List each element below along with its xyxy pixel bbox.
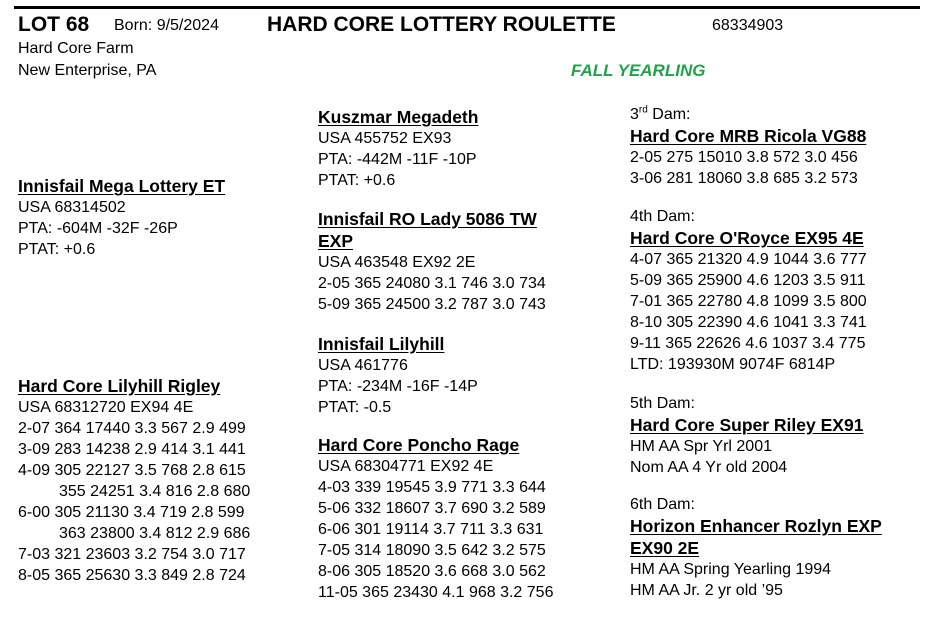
- sixth-dam-award: HM AA Jr. 2 yr old ’95: [630, 582, 783, 599]
- dam-record: 8-05 365 25630 3.3 849 2.8 724: [18, 567, 246, 584]
- lot-number: LOT 68: [18, 13, 90, 36]
- dam-name: Hard Core Lilyhill Rigley: [18, 376, 221, 396]
- dam-dam-record: 7-05 314 18090 3.5 642 3.2 575: [318, 542, 546, 559]
- dam-record: 355 24251 3.4 816 2.8 680: [59, 483, 251, 500]
- dam-record: 3-09 283 14238 2.9 414 3.1 441: [18, 441, 246, 458]
- sire-sire-reg: USA 455752 EX93: [318, 130, 452, 147]
- sire-reg: USA 68314502: [18, 199, 126, 216]
- sire-block: [18, 175, 225, 260]
- farm-location: New Enterprise, PA: [18, 62, 157, 79]
- sixth-dam-block: [630, 495, 882, 601]
- fifth-dam-block: [630, 394, 863, 478]
- sixth-dam-award: HM AA Spring Yearling 1994: [630, 561, 832, 578]
- dam-dam-record: 6-06 301 19114 3.7 711 3.3 631: [318, 521, 544, 538]
- dam-dam-record: 4-03 339 19545 3.9 771 3.3 644: [318, 479, 546, 496]
- birth-date: Born: 9/5/2024: [114, 17, 219, 34]
- fourth-dam-record: 5-09 365 25900 4.6 1203 3.5 911: [630, 272, 866, 289]
- sire-sire-block: [318, 106, 478, 191]
- dam-block: [18, 375, 250, 586]
- third-dam-record: 2-05 275 15010 3.8 572 3.0 456: [630, 149, 858, 166]
- sire-dam-record: 5-09 365 24500 3.2 787 3.0 743: [318, 296, 546, 313]
- dam-dam-record: 5-06 332 18607 3.7 690 3.2 589: [318, 500, 546, 517]
- dam-sire-pta: PTA: -234M -16F -14P: [318, 378, 478, 395]
- sire-dam-name: Innisfail RO Lady 5086 TW: [318, 209, 537, 229]
- sixth-dam-name-cont: EX90 2E: [630, 538, 700, 558]
- dam-sire-name: Innisfail Lilyhill: [318, 334, 445, 354]
- fourth-dam-record: 9-11 365 22626 4.6 1037 3.4 775: [630, 335, 866, 352]
- farm-name: Hard Core Farm: [18, 40, 134, 57]
- sire-sire-pta: PTA: -442M -11F -10P: [318, 151, 477, 168]
- dam-record: 4-09 305 22127 3.5 768 2.8 615: [18, 462, 246, 479]
- dam-dam-reg: USA 68304771 EX92 4E: [318, 458, 494, 475]
- sire-sire-name: Kuszmar Megadeth: [318, 107, 479, 127]
- sire-ptat: PTAT: +0.6: [18, 241, 96, 258]
- dam-sire-reg: USA 461776: [318, 357, 408, 374]
- sire-sire-ptat: PTAT: +0.6: [318, 172, 396, 189]
- sire-name: Innisfail Mega Lottery ET: [18, 176, 226, 196]
- fourth-dam-label: 4th Dam:: [630, 208, 695, 225]
- fourth-dam-lifetime: LTD: 193930M 9074F 6814P: [630, 356, 836, 373]
- third-dam-label: 3rd Dam:: [630, 104, 691, 123]
- dam-record: 363 23800 3.4 812 2.9 686: [59, 525, 251, 542]
- sale-category: FALL YEARLING: [571, 61, 706, 80]
- consignor: [18, 38, 156, 82]
- dam-dam-block: [318, 434, 553, 603]
- fourth-dam-record: 8-10 305 22390 4.6 1041 3.3 741: [630, 314, 867, 331]
- third-dam-block: [630, 105, 866, 189]
- dam-record: 6-00 305 21130 3.4 719 2.8 599: [18, 504, 245, 521]
- sire-dam-record: 2-05 365 24080 3.1 746 3.0 734: [318, 275, 546, 292]
- dam-reg: USA 68312720 EX94 4E: [18, 399, 194, 416]
- sire-pta: PTA: -604M -32F -26P: [18, 220, 178, 237]
- sire-dam-reg: USA 463548 EX92 2E: [318, 254, 476, 271]
- dam-sire-block: [318, 333, 478, 418]
- sire-dam-block: [318, 208, 546, 315]
- fifth-dam-award: Nom AA 4 Yr old 2004: [630, 459, 788, 476]
- fifth-dam-award: HM AA Spr Yrl 2001: [630, 438, 772, 455]
- dam-dam-record: 8-06 305 18520 3.6 668 3.0 562: [318, 563, 546, 580]
- fourth-dam-name: Hard Core O'Royce EX95 4E: [630, 228, 864, 248]
- animal-name-title: HARD CORE LOTTERY ROULETTE: [267, 13, 616, 36]
- third-dam-name: Hard Core MRB Ricola VG88: [630, 126, 867, 146]
- fourth-dam-record: 7-01 365 22780 4.8 1099 3.5 800: [630, 293, 867, 310]
- fourth-dam-record: 4-07 365 21320 4.9 1044 3.6 777: [630, 251, 867, 268]
- fifth-dam-label: 5th Dam:: [630, 395, 695, 412]
- sire-dam-name-cont: EXP: [318, 231, 354, 251]
- fourth-dam-block: [630, 207, 867, 375]
- dam-record: 2-07 364 17440 3.3 567 2.9 499: [18, 420, 246, 437]
- dam-dam-record: 11-05 365 23430 4.1 968 3.2 756: [318, 584, 554, 601]
- third-dam-record: 3-06 281 18060 3.8 685 3.2 573: [630, 170, 858, 187]
- dam-record: 7-03 321 23603 3.2 754 3.0 717: [18, 546, 246, 563]
- top-rule: [14, 6, 920, 9]
- sixth-dam-label: 6th Dam:: [630, 496, 695, 513]
- registration-number: 68334903: [712, 17, 784, 34]
- dam-sire-ptat: PTAT: -0.5: [318, 399, 392, 416]
- dam-dam-name: Hard Core Poncho Rage: [318, 435, 520, 455]
- sixth-dam-name: Horizon Enhancer Rozlyn EXP: [630, 516, 882, 536]
- fifth-dam-name: Hard Core Super Riley EX91: [630, 415, 864, 435]
